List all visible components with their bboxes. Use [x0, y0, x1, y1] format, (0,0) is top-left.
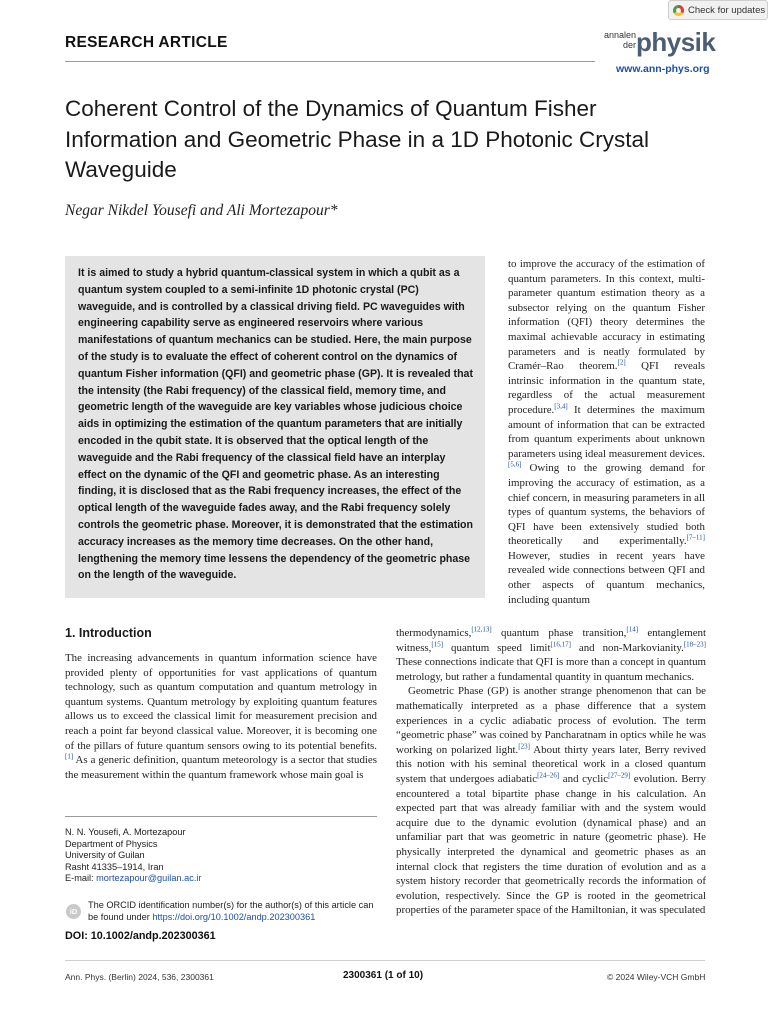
text-run: quantum speed limit — [443, 641, 551, 654]
right-column-bottom — [396, 626, 706, 918]
introduction-paragraph — [65, 651, 377, 782]
article-authors: Negar Nikdel Yousefi and Ali Mortezapour* — [65, 202, 338, 219]
citation-link[interactable]: [14] — [626, 625, 639, 634]
orcid-note-text: The ORCID identification number(s) for the author(s) of this article can be found under — [88, 900, 374, 922]
logo-small-text — [598, 31, 636, 50]
logo-big-text: physik — [636, 27, 716, 57]
footer-divider — [65, 960, 705, 961]
email-link[interactable]: mortezapour@guilan.ac.ir — [96, 873, 202, 884]
text-run: QFI reveals intrinsic information in the quantum state, regardless of the actual measurement procedure. — [508, 360, 705, 416]
logo-small-line2: der — [622, 39, 636, 50]
footer-citation: Ann. Phys. (Berlin) 2024, 536, 2300361 — [65, 972, 214, 982]
text-run: As a generic definition, quantum meteorology is a sector that studies the measurement within the quantum framework whose main goal is — [65, 754, 377, 781]
affiliation-authors: N. N. Yousefi, A. Mortezapour — [65, 827, 186, 837]
article-title: Coherent Control of the Dynamics of Quantum Fisher Information and Geometric Phase in a 1D Photonic Crystal Waveguide — [65, 96, 650, 182]
orcid-note — [88, 900, 383, 923]
email-label: E-mail: — [65, 873, 97, 884]
doi-label: DOI: 10.1002/andp.202300361 — [65, 930, 216, 942]
text-run: quantum phase transition, — [491, 627, 627, 639]
citation-link[interactable]: [1] — [65, 752, 74, 761]
footer-copyright: © 2024 Wiley-VCH GmbH — [607, 972, 706, 982]
affiliation-email-line — [65, 873, 201, 885]
text-run: thermodynamics, — [396, 627, 472, 639]
orcid-icon: iD — [66, 904, 81, 919]
citation-link[interactable]: [23] — [518, 742, 530, 751]
citation-link[interactable]: [18–23] — [683, 639, 707, 648]
citation-link[interactable]: [15] — [431, 639, 444, 648]
section-label: RESEARCH ARTICLE — [65, 34, 228, 51]
citation-link[interactable]: [7–11] — [686, 533, 705, 542]
affiliation-block — [65, 827, 201, 885]
footer-page-number: 2300361 (1 of 10) — [343, 970, 424, 981]
abstract-box — [65, 256, 485, 598]
citation-link[interactable]: [5,6] — [508, 460, 522, 469]
text-run: entanglement witness, — [396, 627, 707, 654]
text-run: Owing to the growing demand for improving the accuracy of estimation, as a chief concern, in measuring parameters in all types of quantum systems, the behaviors of QFI have been extensively studied both theoretically and experimentally. — [508, 462, 705, 548]
journal-logo — [598, 27, 716, 58]
text-run: and non-Markovianity. — [570, 641, 684, 654]
update-icon — [673, 5, 684, 16]
affiliation-department: Department of Physics — [65, 838, 158, 849]
orcid-link[interactable]: https://doi.org/10.1002/andp.202300361 — [152, 911, 316, 922]
affiliation-address: Rasht 41335–1914, Iran — [65, 861, 164, 872]
paragraph-connections — [396, 626, 706, 684]
right-column-top — [508, 257, 705, 607]
citation-link[interactable]: [2] — [617, 358, 626, 367]
paragraph-qfi — [508, 257, 705, 607]
text-run: These connections indicate that QFI is more than a concept in quantum metrology, but rather a fundamental quantity in quantum mechanics. — [396, 656, 706, 683]
journal-url-link[interactable]: www.ann-phys.org — [616, 63, 710, 75]
check-for-updates-label: Check for updates — [688, 4, 766, 16]
affiliation-university: University of Guilan — [65, 850, 145, 861]
check-for-updates-button[interactable] — [668, 0, 768, 20]
text-run: evolution. Berry encountered a total bipartite phase change in his calculation. An expected part that was already familiar with and the system would acquire due to the dynamic evolution (dynamical phase) and an unfamiliar part that was geometric in nature (geometric phase). He physically interpreted the dynamical and geometric phases as an internal clock that registers the time duration of evolution and as a system history recorder that geometrically records the information of evolution, respectively. Since the GP is rooted in the geometrical properties of the parameter space of the Hamiltonian, it was speculated — [396, 772, 706, 917]
text-run: It determines the maximum amount of information that can be extracted from quantum experiments about unknown parameters using ideal measurement devices. — [508, 403, 705, 460]
abstract-text: It is aimed to study a hybrid quantum-classical system in which a qubit as a quantum system coupled to a semi-infinite 1D photonic crystal (PC) waveguide, and is controlled by a classical driving field. PC waveguides with engineering capability serve as engineered reservoirs where various manifestations of quantum mechanics can be studied. Here, the main purpose of the study is to evaluate the effect of coherent control on the dynamics of quantum Fisher information (QFI) and geometric phase (GP). It is revealed that the intensity (the Rabi frequency) of the classical field, memory time, and geometric length of the waveguide are key variables whose judicious choice aids in optimizing the estimation of the quantum parameters that are initially encoded in the qubit state. It is observed that the optical length of the waveguide and the Rabi frequency of the classical field have an interplay effect on the dynamic of the QFI and geometric phase. As an interesting finding, it is disclosed that as the Rabi frequency increases, the effect of the optical length of the waveguide fades away, and the Rabi frequency solely controls the geometric phase. Moreover, it is demonstrated that the estimation accuracy increases as the memory time decreases. On the other hand, lengthening the memory time lessens the dependency of the geometric phase on the length of the waveguide. — [78, 267, 473, 582]
text-run: Geometric Phase (GP) is another strange phenomenon that can be mathematically interpreted as a phase difference that a system experiences in a cyclic adiabatic process of evolution. The term “geometric phase” was coined by Pancharatnam in optics while he was working on polarized light. — [396, 685, 706, 756]
text-run: However, studies in recent years have revealed wide connections between QFI and other aspects of quantum mechanics, including quantum — [508, 549, 705, 606]
text-run: and cyclic — [559, 772, 609, 785]
text-run: to improve the accuracy of the estimation of quantum parameters. In this context, multi-parameter quantum estimation theory as a subsector relying on the quantum Fisher information (QFI) theory determines the maximal achievable accuracy in estimating parameters and is neatly formulated by Cramér–Rao theorem. — [508, 258, 705, 373]
section-heading-introduction: 1. Introduction — [65, 626, 152, 640]
citation-link[interactable]: [24–26] — [537, 771, 560, 780]
paragraph-geometric-phase — [396, 684, 706, 918]
text-run: About thirty years later, Berry revived this notion with his seminal theoretical work in a closed quantum system that undergoes adiabatic — [396, 743, 706, 785]
affiliation-divider — [65, 816, 377, 817]
citation-link[interactable]: [27–29] — [608, 771, 631, 780]
header-divider — [65, 61, 595, 62]
citation-link[interactable]: [16,17] — [550, 639, 571, 648]
citation-link[interactable]: [3,4] — [554, 402, 568, 411]
citation-link[interactable]: [12,13] — [471, 625, 492, 634]
text-run: The increasing advancements in quantum information science have provided plenty of opportunities for vast applications of quantum technology, such as quantum computation and quantum metrology in quantum systems. Quantum metrology by exploiting quantum features allows us to exceed the classical limit for measurement precision and reach a point far beyond classical value. Moreover, it is becoming one of the pillars of future quantum sensors owing to its potential benefits. — [65, 652, 377, 752]
logo-small-line1: annalen — [603, 30, 636, 40]
